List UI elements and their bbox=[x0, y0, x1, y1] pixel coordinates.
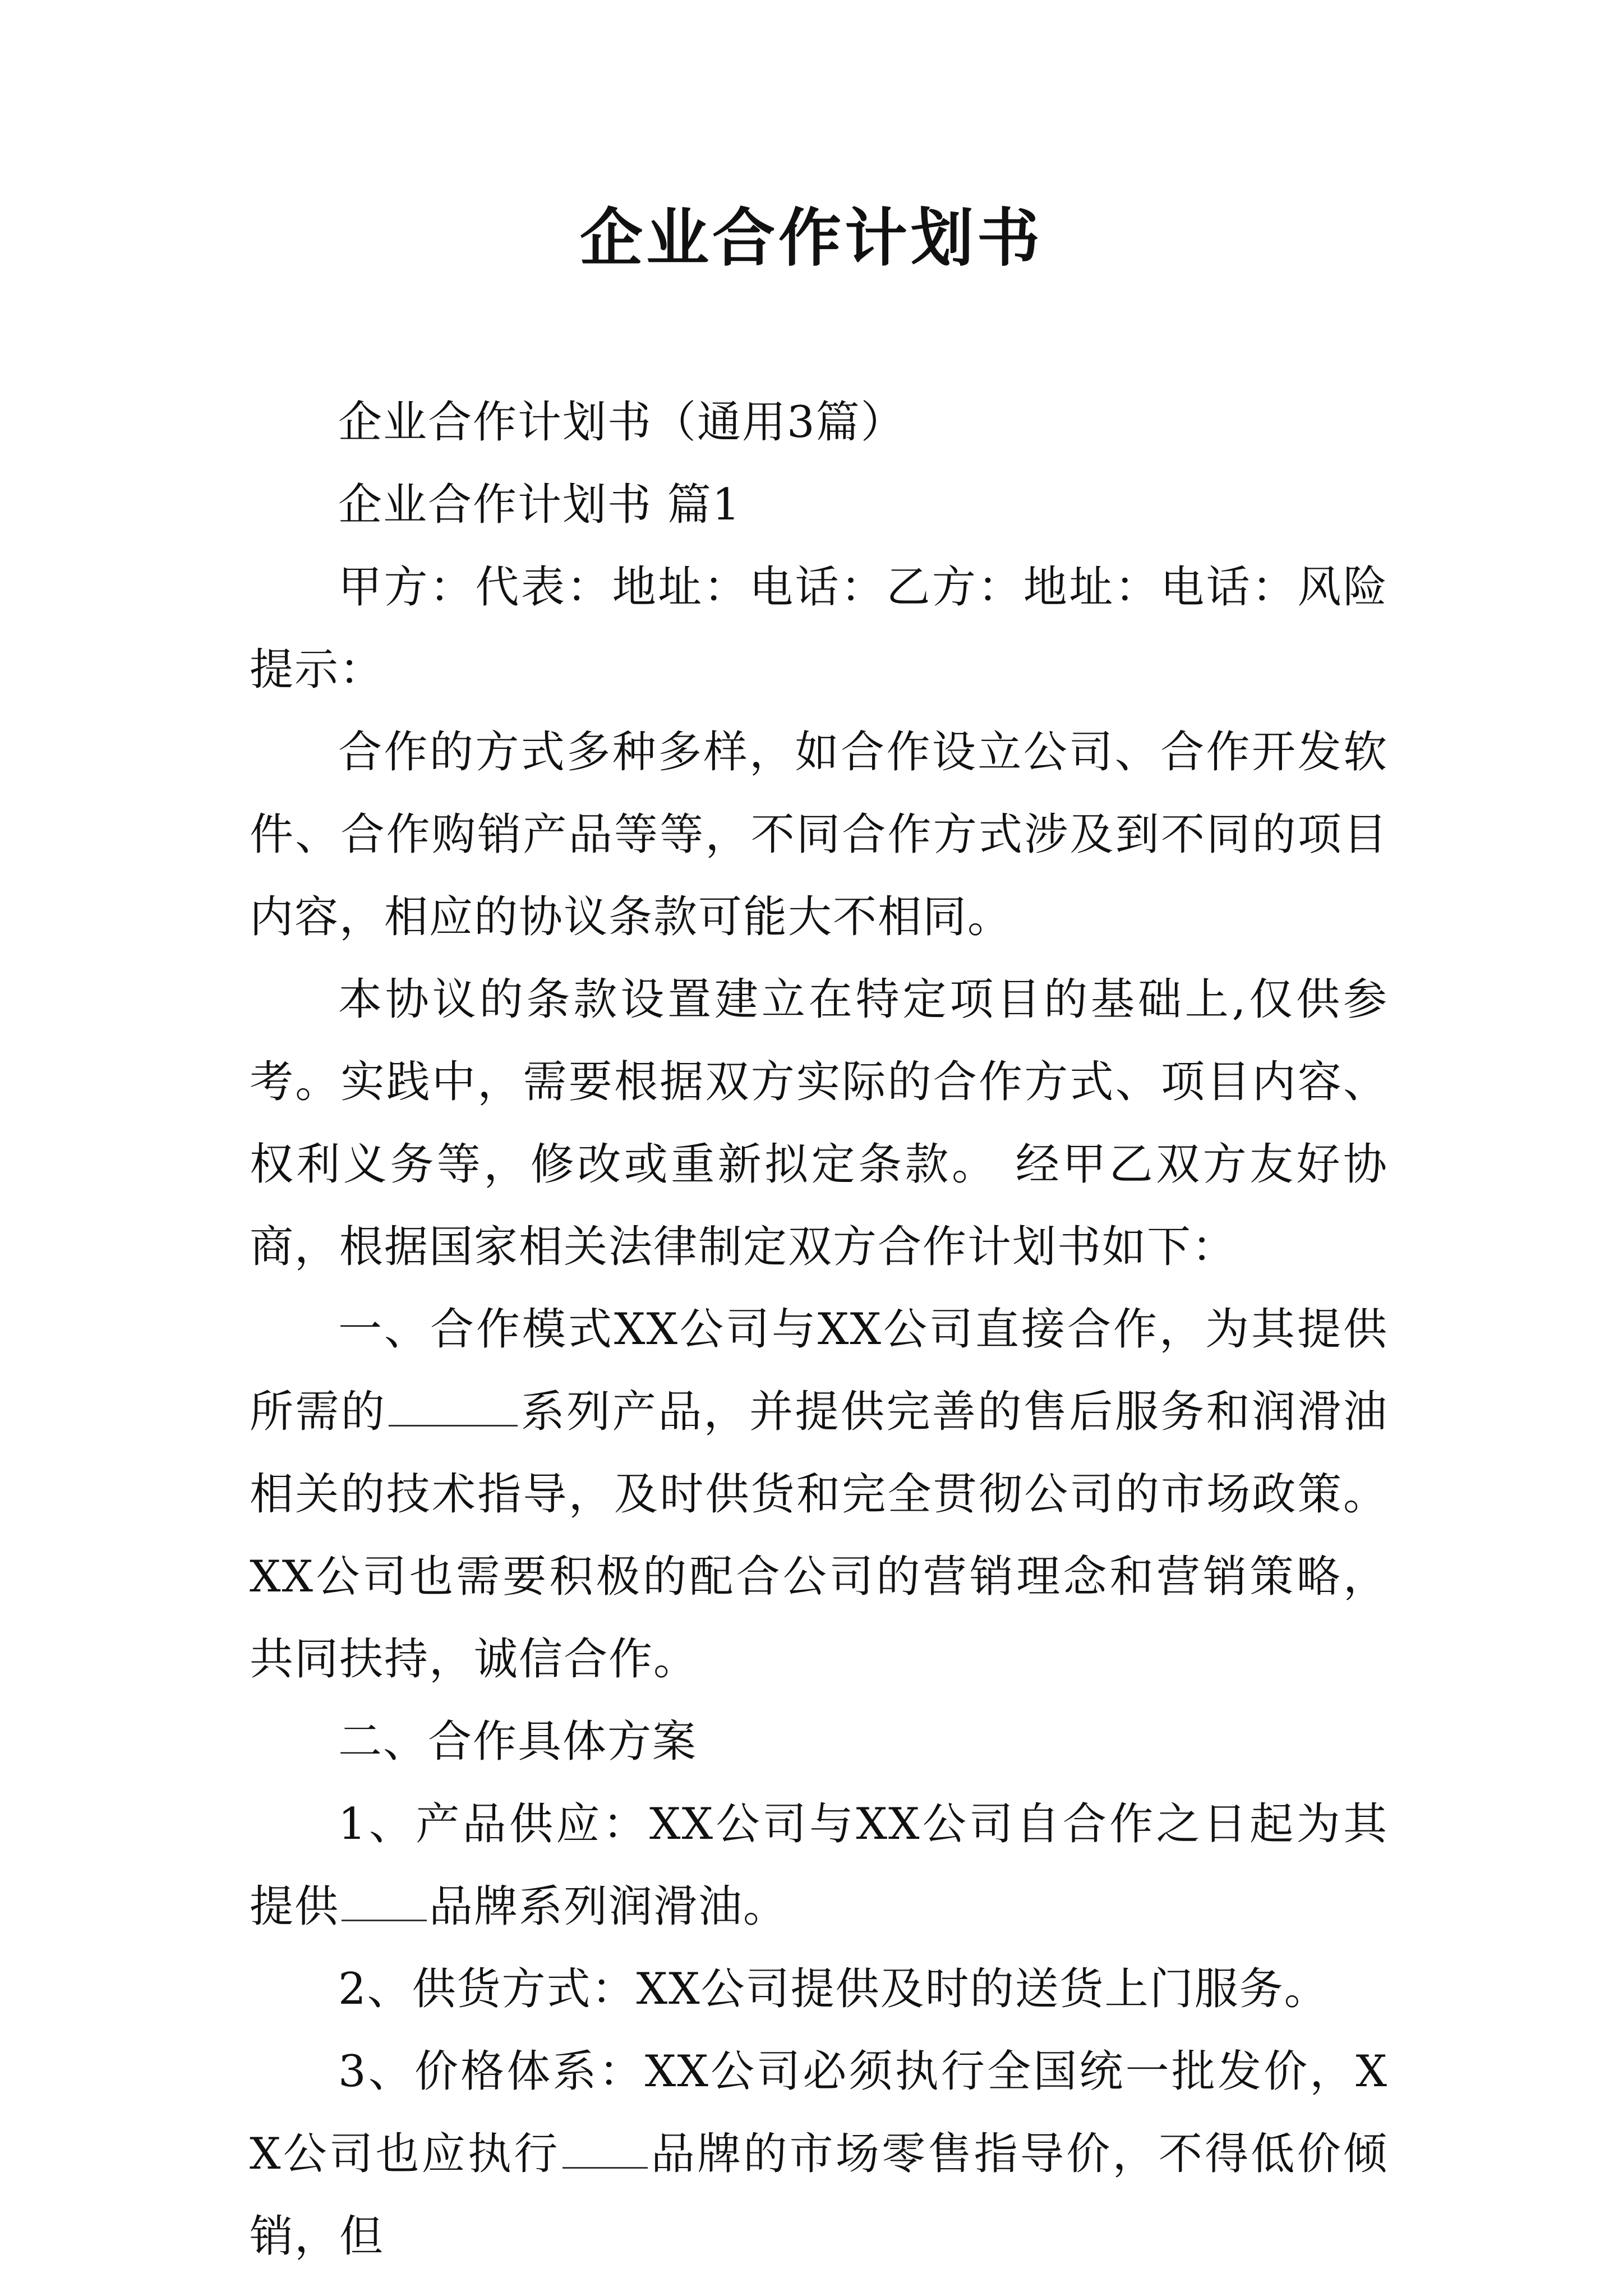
paragraph-product-supply-part1: 1、产品供应：XX公司与XX公司自合作之日起为其提供 bbox=[250, 1799, 1388, 1932]
paragraph-cooperation-mode-part1: 一、合作模式XX公司与XX公司直接合作，为其提供所需的 bbox=[250, 1304, 1388, 1437]
paragraph-cooperation-methods: 合作的方式多种多样，如合作设立公司、合作开发软件、合作购销产品等等，不同合作方式涉及到不同的项目内容，相应的协议条款可能大不相同。 bbox=[250, 727, 1388, 942]
document-title: 企业合作计划书 bbox=[580, 201, 1043, 275]
paragraph-cooperation-mode bbox=[250, 1289, 1388, 1701]
paragraph-price-system bbox=[250, 2031, 1388, 2278]
paragraph-delivery-method: 2、供货方式：XX公司提供及时的送货上门服务。 bbox=[338, 1964, 1329, 2014]
paragraph-parties: 甲方：代表：地址：电话：乙方：地址：电话：风险提示： bbox=[250, 562, 1388, 695]
paragraph-product-supply bbox=[250, 1783, 1388, 1948]
paragraph-price-system-part2: 品牌的市场零售指导价，不得低价倾销，但 bbox=[250, 2129, 1388, 2262]
paragraph-cooperation-mode-part2: 系列产品，并提供完善的售后服务和润滑油相关的技术指导，及时供货和完全贯彻公司的市场政策。XX公司也需要积极的配合公司的营销理念和营销策略，共同扶持，诚信合作。 bbox=[250, 1387, 1388, 1685]
paragraph-product-supply-part2: 品牌系列润滑油。 bbox=[429, 1881, 789, 1932]
blank-line bbox=[342, 1880, 427, 1921]
paragraph-plan-heading: 二、合作具体方案 bbox=[338, 1717, 698, 1767]
paragraph-agreement-basis: 本协议的条款设置建立在特定项目的基础上,仅供参考。实践中，需要根据双方实际的合作方式、项目内容、权利义务等，修改或重新拟定条款。 经甲乙双方友好协商，根据国家相关法律制定双方合作计划书如下： bbox=[250, 974, 1388, 1272]
paragraph-subtitle: 企业合作计划书（通用3篇） bbox=[338, 397, 906, 448]
document-body bbox=[250, 381, 1388, 2278]
paragraph-price-system-part1: 3、价格体系：XX公司必须执行全国统一批发价，XX公司也应执行 bbox=[250, 2046, 1388, 2179]
blank-line bbox=[389, 1386, 518, 1427]
paragraph-section-heading: 企业合作计划书 篇1 bbox=[338, 480, 741, 530]
blank-line bbox=[562, 2128, 648, 2169]
